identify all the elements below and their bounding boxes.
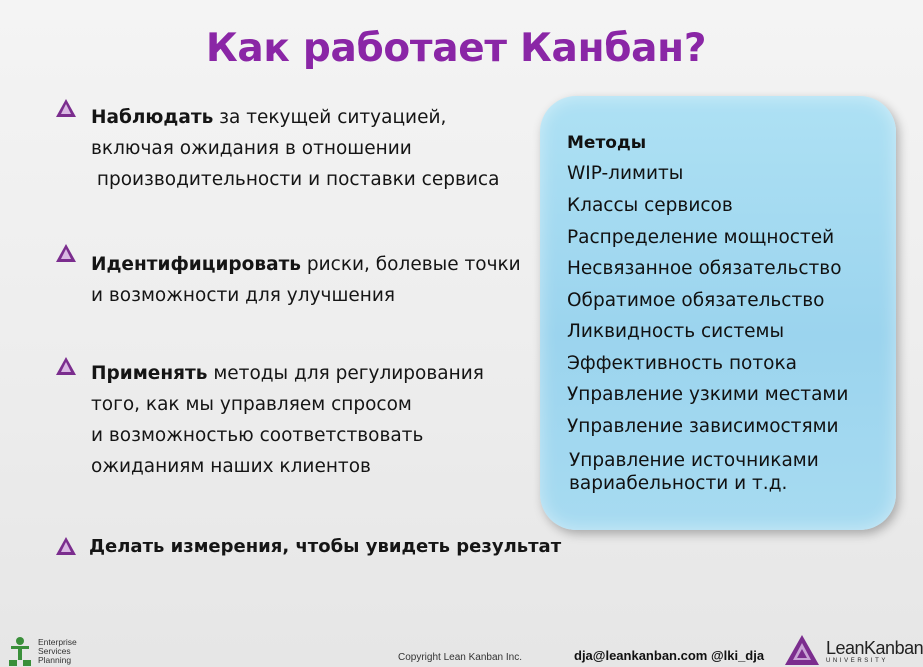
bullet-apply-line: и возможностью соответствовать — [91, 425, 424, 446]
bullet-apply-rest: методы для регулирования — [207, 363, 484, 384]
slide-title: Как работает Канбан? — [205, 26, 707, 71]
bullet-apply-line: того, как мы управляем спросом — [91, 394, 412, 415]
bullet-apply-bold: Применять — [91, 363, 208, 384]
bullet-observe-bold: Наблюдать — [91, 107, 214, 128]
method-item: WIP-лимиты — [567, 163, 684, 184]
bullet-observe — [91, 102, 499, 195]
bullet-identify-bold: Идентифицировать — [91, 254, 301, 275]
ess-line: Services — [38, 646, 71, 656]
bullet-observe-line: включая ожидания в отношении — [91, 138, 412, 159]
ess-line: Enterprise — [38, 637, 77, 647]
method-item: Управление узкими местами — [567, 384, 849, 405]
bullet-observe-rest: за текущей ситуацией, — [213, 107, 447, 128]
bullet-identify-rest: риски, болевые точки — [301, 254, 521, 275]
method-item: вариабельности и т.д. — [569, 473, 788, 494]
ess-wordmark — [38, 638, 77, 665]
ess-line: Planning — [38, 655, 72, 665]
leankanban-university: UNIVERSITY — [826, 658, 889, 664]
bullet-icon — [55, 356, 77, 376]
bullet-icon — [55, 536, 77, 556]
method-item: Эффективность потока — [567, 353, 797, 374]
method-item: Классы сервисов — [567, 195, 733, 216]
bullet-apply-line: ожиданиям наших клиентов — [91, 456, 371, 477]
method-item: Обратимое обязательство — [567, 290, 825, 311]
bullet-icon — [55, 98, 77, 118]
bullet-observe-line: производительности и поставки сервиса — [91, 169, 500, 190]
bullet-apply — [91, 358, 484, 482]
bullet-icon — [55, 243, 77, 263]
contact-text: dja@leankanban.com @lki_dja — [574, 648, 765, 663]
copyright-text: Copyright Lean Kanban Inc. — [398, 652, 522, 663]
enterprise-services-planning-logo — [3, 634, 37, 667]
method-item: Управление зависимостями — [567, 416, 839, 437]
method-item: Распределение мощностей — [567, 227, 835, 248]
methods-title: Методы — [567, 133, 647, 153]
bullet-identify — [91, 249, 521, 311]
bullet-measure — [89, 531, 561, 562]
method-item: Несвязанное обязательство — [567, 258, 842, 279]
bullet-identify-line: и возможности для улучшения — [91, 285, 396, 306]
method-item: Управление источниками — [569, 450, 819, 471]
leankanban-logo-icon — [784, 634, 820, 666]
leankanban-brand: LeanKanban — [826, 638, 923, 658]
method-item: Ликвидность системы — [567, 321, 785, 342]
bullet-measure-bold: Делать измерения, чтобы увидеть результат — [89, 536, 562, 557]
